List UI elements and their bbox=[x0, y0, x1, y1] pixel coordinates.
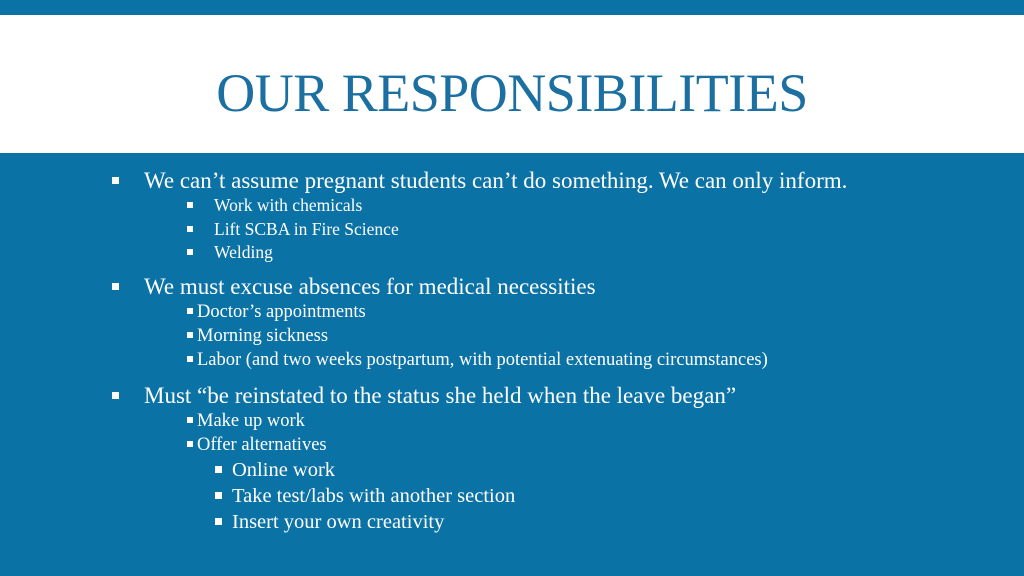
square-bullet-icon bbox=[215, 518, 222, 525]
square-bullet-icon bbox=[187, 441, 193, 447]
sub-bullet-text: Morning sickness bbox=[197, 326, 329, 346]
sub-bullet-item bbox=[214, 241, 273, 263]
sub-bullet-item bbox=[214, 218, 399, 240]
square-bullet-icon bbox=[215, 492, 222, 499]
square-bullet-icon bbox=[215, 466, 222, 473]
title-area bbox=[0, 15, 1024, 153]
square-bullet-icon bbox=[187, 202, 193, 208]
bullet-item bbox=[144, 167, 847, 195]
sub-bullet-text: Lift SCBA in Fire Science bbox=[214, 219, 399, 239]
sub-sub-bullet-text: Take test/labs with another section bbox=[232, 485, 516, 507]
sub-bullet-text: Work with chemicals bbox=[214, 195, 363, 215]
sub-sub-bullet-item bbox=[215, 458, 335, 483]
sub-bullet-text: Offer alternatives bbox=[197, 435, 327, 455]
sub-bullet-text: Labor (and two weeks postpartum, with potential extenuating circumstances) bbox=[197, 350, 768, 370]
sub-sub-bullet-item bbox=[215, 510, 444, 535]
sub-bullet-item bbox=[187, 349, 768, 371]
square-bullet-icon bbox=[187, 226, 193, 232]
sub-sub-bullet-text: Online work bbox=[232, 459, 336, 481]
square-bullet-icon bbox=[187, 417, 193, 423]
content-panel bbox=[0, 153, 1024, 576]
sub-bullet-text: Welding bbox=[214, 242, 273, 262]
bullet-text: Must “be reinstated to the status she held when the leave began” bbox=[144, 383, 737, 408]
square-bullet-icon bbox=[112, 177, 119, 184]
sub-bullet-item bbox=[214, 194, 362, 216]
sub-bullet-item bbox=[187, 410, 305, 432]
square-bullet-icon bbox=[187, 332, 193, 338]
sub-bullet-item bbox=[187, 434, 327, 456]
square-bullet-icon bbox=[187, 356, 193, 362]
square-bullet-icon bbox=[112, 392, 119, 399]
sub-bullet-item bbox=[187, 325, 328, 347]
square-bullet-icon bbox=[112, 283, 119, 290]
square-bullet-icon bbox=[187, 249, 193, 255]
sub-sub-bullet-item bbox=[215, 484, 515, 509]
sub-sub-bullet-text: Insert your own creativity bbox=[232, 511, 445, 533]
bullet-item bbox=[144, 382, 736, 410]
square-bullet-icon bbox=[187, 308, 193, 314]
top-accent-bar bbox=[0, 0, 1024, 15]
bullet-text: We can’t assume pregnant students can’t do something. We can only inform. bbox=[144, 168, 848, 193]
sub-bullet-item bbox=[187, 301, 366, 323]
bullet-text: We must excuse absences for medical necessities bbox=[144, 274, 596, 299]
bullet-item bbox=[144, 273, 596, 301]
sub-bullet-text: Doctor’s appointments bbox=[197, 302, 366, 322]
slide-title: OUR RESPONSIBILITIES bbox=[216, 63, 808, 123]
sub-bullet-text: Make up work bbox=[197, 411, 305, 431]
